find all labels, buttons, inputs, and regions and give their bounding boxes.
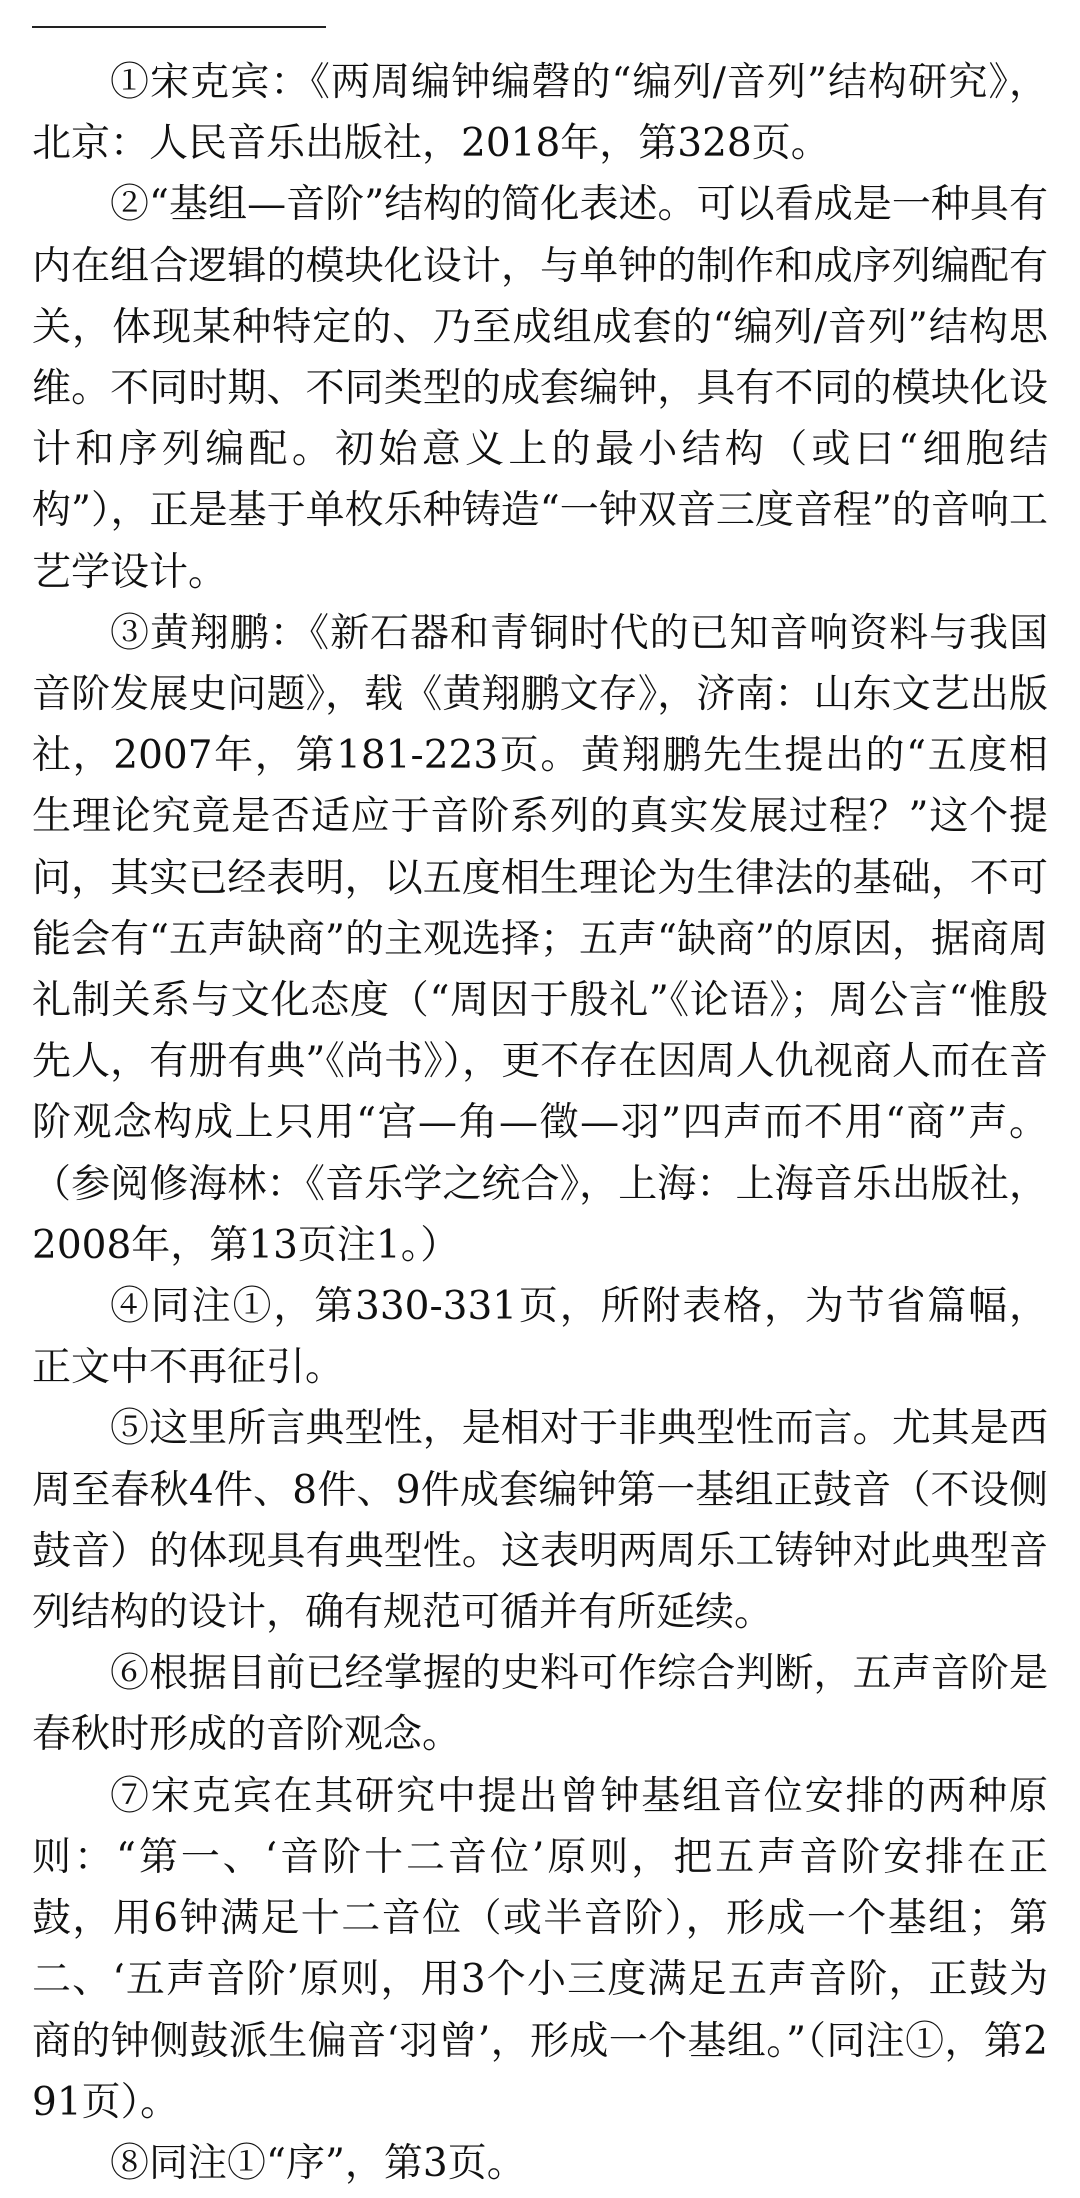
footnote-4 — [32, 1276, 1048, 1398]
footnote-marker: ① — [110, 60, 151, 105]
footnote-text: 这里所言典型性，是相对于非典型性而言。尤其是西周至春秋4件、8件、9件成套编钟第一基组正鼓音（不设侧鼓音）的体现具有典型性。这表明两周乐工铸钟对此典型音列结构的设计，确有规范可循并有所延续。 — [32, 1406, 1048, 1636]
footnote-5 — [32, 1398, 1048, 1643]
footnote-text: 宋克宾：《两周编钟编磬的“编列/音列”结构研究》，北京：人民音乐出版社，2018年，第328页。 — [32, 60, 1048, 167]
footnote-6 — [32, 1643, 1048, 1765]
footnote-text: 根据目前已经掌握的史料可作综合判断，五声音阶是春秋时形成的音阶观念。 — [32, 1651, 1048, 1758]
footnote-3 — [32, 603, 1048, 1276]
footnote-text: 宋克宾在其研究中提出曾钟基组音位安排的两种原则：“第一、‘音阶十二音位’原则，把五声音阶安排在正鼓，用6钟满足十二音位（或半音阶），形成一个基组；第二、‘五声音阶’原则，用3个小三度满足五声音阶，正鼓为商的钟侧鼓派生偏音‘羽曾’，形成一个基组。”（同注①，第291页）。 — [32, 1773, 1048, 2125]
footnote-separator-rule — [32, 26, 326, 28]
footnote-marker: ③ — [110, 610, 150, 656]
footnote-1 — [32, 52, 1048, 174]
footnote-marker: ⑤ — [110, 1406, 150, 1452]
footnote-2 — [32, 174, 1048, 602]
footnote-marker: ⑧ — [110, 2140, 150, 2186]
footnote-7 — [32, 1766, 1048, 2133]
footnote-marker: ④ — [110, 1284, 151, 1330]
footnote-marker: ② — [110, 182, 150, 228]
footnote-text: 黄翔鹏：《新石器和青铜时代的已知音响资料与我国音阶发展史问题》，载《黄翔鹏文存》，济南：山东文艺出版社，2007年，第181-223页。黄翔鹏先生提出的“五度相生理论究竟是否适应于音阶系列的真实发展过程？”这个提问，其实已经表明，以五度相生理论为生律法的基础，不可能会有“五声缺商”的主观选择；五声“缺商”的原因，据商周礼制关系与文化态度（“周因于殷礼”《论语》；周公言“惟殷先人，有册有典”《尚书》），更不存在因周人仇视商人而在音阶观念构成上只用“宫—角—徵—羽”四声而不用“商”声。（参阅修海林：《音乐学之统合》，上海：上海音乐出版社，2008年，第13页注1。） — [32, 610, 1048, 1268]
footnote-marker: ⑦ — [110, 1773, 151, 1819]
footnote-text: “基组—音阶”结构的简化表述。可以看成是一种具有内在组合逻辑的模块化设计，与单钟的制作和成序列编配有关，体现某种特定的、乃至成组成套的“编列/音列”结构思维。不同时期、不同类型的成套编钟，具有不同的模块化设计和序列编配。初始意义上的最小结构（或曰“细胞结构”），正是基于单枚乐种铸造“一钟双音三度音程”的音响工艺学设计。 — [32, 182, 1048, 595]
footnote-marker: ⑥ — [110, 1651, 150, 1697]
footnote-text: 同注①“序”，第3页。 — [149, 2140, 526, 2186]
footnote-text: 同注①，第330-331页，所附表格，为节省篇幅，正文中不再征引。 — [32, 1284, 1048, 1391]
footnote-8 — [32, 2133, 1048, 2194]
footnotes-list — [32, 52, 1048, 2194]
